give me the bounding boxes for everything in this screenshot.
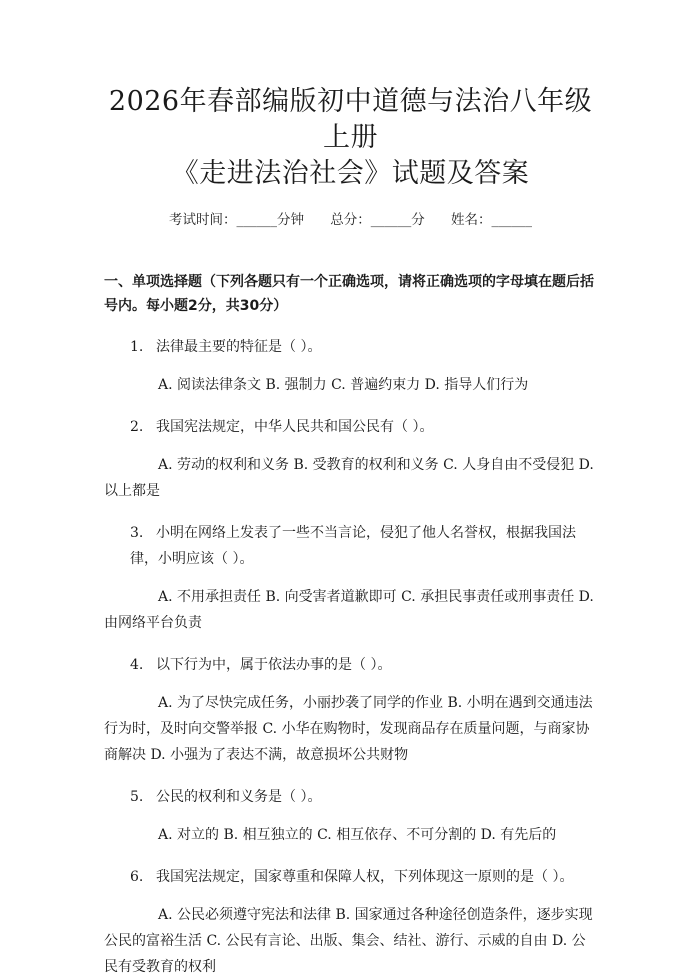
section-heading: 一、单项选择题（下列各题只有一个正确选项，请将正确选项的字母填在题后括号内。每小题2分，共30分） xyxy=(104,274,594,314)
question-3 xyxy=(104,520,597,636)
exam-name: 姓名：______ xyxy=(451,212,533,228)
question-1 xyxy=(104,334,597,398)
exam-time: 考试时间：______分钟 xyxy=(168,212,304,228)
question-number: 6. xyxy=(130,869,144,885)
question-number: 2. xyxy=(130,419,144,435)
exam-info xyxy=(104,210,597,230)
title-line-2: 《走进法治社会》试题及答案 xyxy=(171,158,530,189)
question-text: 公民的权利和义务是（ ）。 xyxy=(156,789,322,805)
question-options: A. 公民必须遵守宪法和法律 B. 国家通过各种途径创造条件，逐步实现公民的富裕生活 C. 公民有言论、出版、集会、结社、游行、示威的自由 D. 公民有受教育的权利 xyxy=(104,907,593,975)
question-5 xyxy=(104,784,597,848)
question-stem xyxy=(104,414,597,440)
question-4 xyxy=(104,652,597,768)
question-stem xyxy=(104,864,597,890)
question-number: 4. xyxy=(130,657,144,673)
question-text: 法律最主要的特征是（ ）。 xyxy=(156,339,322,355)
question-stem xyxy=(104,652,597,678)
question-options: A. 为了尽快完成任务，小丽抄袭了同学的作业 B. 小明在遇到交通违法行为时，及时向交警举报 C. 小华在购物时，发现商品存在质量问题，与商家协商解决 D. 小强为了表达不满，故意损坏公共财物 xyxy=(104,695,593,763)
exam-score: 总分：______分 xyxy=(330,212,425,228)
page-title xyxy=(104,0,597,192)
question-stem xyxy=(104,520,597,572)
question-2 xyxy=(104,414,597,504)
title-line-1: 2026年春部编版初中道德与法治八年级上册 xyxy=(108,86,593,153)
question-text: 我国宪法规定，国家尊重和保障人权，下列体现这一原则的是（ ）。 xyxy=(156,869,574,885)
question-number: 5. xyxy=(130,789,144,805)
question-options: A. 不用承担责任 B. 向受害者道歉即可 C. 承担民事责任或刑事责任 D. 由网络平台负责 xyxy=(104,589,594,631)
question-stem xyxy=(104,334,597,360)
question-6 xyxy=(104,864,597,980)
question-text: 我国宪法规定，中华人民共和国公民有（ ）。 xyxy=(156,419,434,435)
question-number: 1. xyxy=(130,339,144,355)
question-number: 3. xyxy=(130,525,144,541)
question-options: A. 对立的 B. 相互独立的 C. 相互依存、不可分割的 D. 有先后的 xyxy=(158,827,557,843)
question-options: A. 劳动的权利和义务 B. 受教育的权利和义务 C. 人身自由不受侵犯 D. 以上都是 xyxy=(104,457,594,499)
question-options: A. 阅读法律条文 B. 强制力 C. 普遍约束力 D. 指导人们行为 xyxy=(158,377,529,393)
question-text: 以下行为中，属于依法办事的是（ ）。 xyxy=(156,657,392,673)
question-stem xyxy=(104,784,597,810)
question-text: 小明在网络上发表了一些不当言论，侵犯了他人名誉权，根据我国法律，小明应该（ ）。 xyxy=(130,525,576,567)
